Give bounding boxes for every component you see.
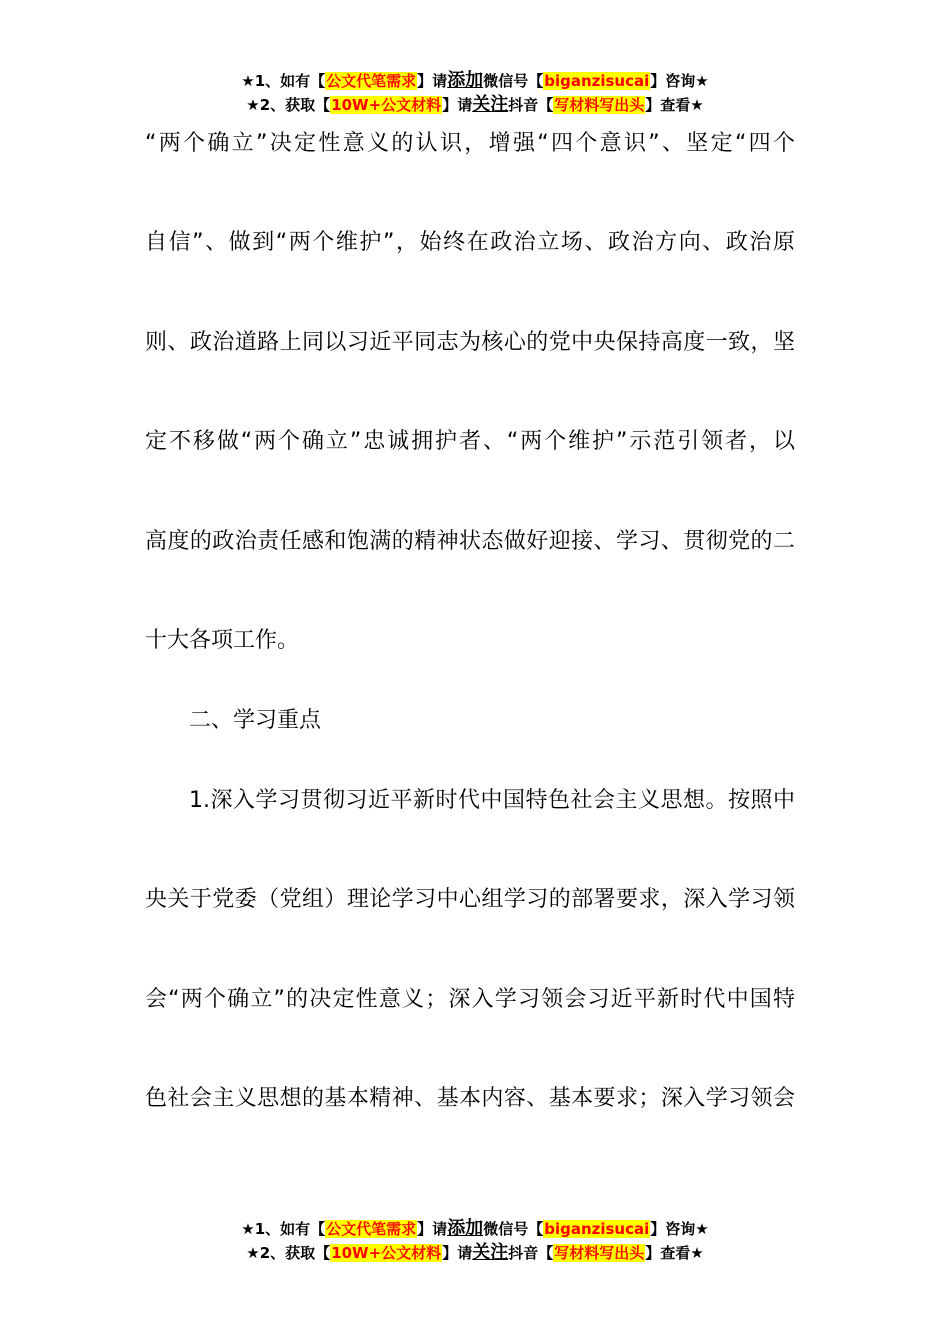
- body-line: 央关于党委（党组）理论学习中心组学习的部署要求，深入学习领: [145, 887, 795, 912]
- promo-highlight: 写材料写出头: [554, 96, 645, 114]
- footer-promo-banner: [0, 1217, 950, 1265]
- promo-emphasis: 添加: [447, 1218, 484, 1239]
- promo-highlight: 10W+公文材料: [331, 1244, 442, 1262]
- promo-highlight: 10W+公文材料: [331, 96, 442, 114]
- promo-text: 微信号【: [483, 72, 544, 90]
- promo-text: 】查看★: [645, 1244, 704, 1262]
- promo-text: ★1、如有【: [241, 1220, 326, 1238]
- promo-line-1: [0, 1217, 950, 1241]
- promo-highlight: 写材料写出头: [554, 1244, 645, 1262]
- promo-text: ★1、如有【: [241, 72, 326, 90]
- promo-line-2: [0, 1241, 950, 1265]
- promo-text: ★2、获取【: [246, 1244, 331, 1262]
- promo-text: 】请: [442, 96, 473, 114]
- body-line: 高度的政治责任感和饱满的精神状态做好迎接、学习、贯彻党的二: [145, 529, 795, 554]
- body-line: 十大各项工作。: [145, 628, 300, 653]
- promo-text: 】请: [442, 1244, 473, 1262]
- promo-text: 】咨询★: [650, 1220, 709, 1238]
- body-line: 1.深入学习贯彻习近平新时代中国特色社会主义思想。按照中: [189, 788, 795, 813]
- promo-emphasis: 关注: [472, 94, 509, 115]
- promo-emphasis: 添加: [447, 70, 484, 91]
- promo-text: 】请: [417, 72, 448, 90]
- promo-text: ★2、获取【: [246, 96, 331, 114]
- promo-line-2: [0, 93, 950, 117]
- promo-highlight: 公文代笔需求: [326, 1220, 417, 1238]
- header-promo-banner: [0, 69, 950, 117]
- body-line: 定不移做“两个确立”忠诚拥护者、“两个维护”示范引领者，以: [145, 429, 795, 454]
- body-line: 自信”、做到“两个维护”，始终在政治立场、政治方向、政治原: [145, 230, 795, 255]
- promo-text: 抖音【: [508, 1244, 554, 1262]
- promo-highlight: 公文代笔需求: [326, 72, 417, 90]
- promo-text: 】咨询★: [650, 72, 709, 90]
- promo-line-1: [0, 69, 950, 93]
- body-line: 会“两个确立”的决定性意义；深入学习领会习近平新时代中国特: [145, 987, 795, 1012]
- body-line: 则、政治道路上同以习近平同志为核心的党中央保持高度一致，坚: [145, 330, 795, 355]
- promo-text: 抖音【: [508, 96, 554, 114]
- promo-text: 微信号【: [483, 1220, 544, 1238]
- promo-emphasis: 关注: [472, 1242, 509, 1263]
- section-heading: 二、学习重点: [189, 708, 322, 733]
- body-line: 色社会主义思想的基本精神、基本内容、基本要求；深入学习领会: [145, 1086, 795, 1111]
- promo-highlight: biganzisucai: [544, 72, 650, 90]
- promo-text: 】查看★: [645, 96, 704, 114]
- promo-text: 】请: [417, 1220, 448, 1238]
- body-line: “两个确立”决定性意义的认识，增强“四个意识”、坚定“四个: [145, 131, 795, 156]
- promo-highlight: biganzisucai: [544, 1220, 650, 1238]
